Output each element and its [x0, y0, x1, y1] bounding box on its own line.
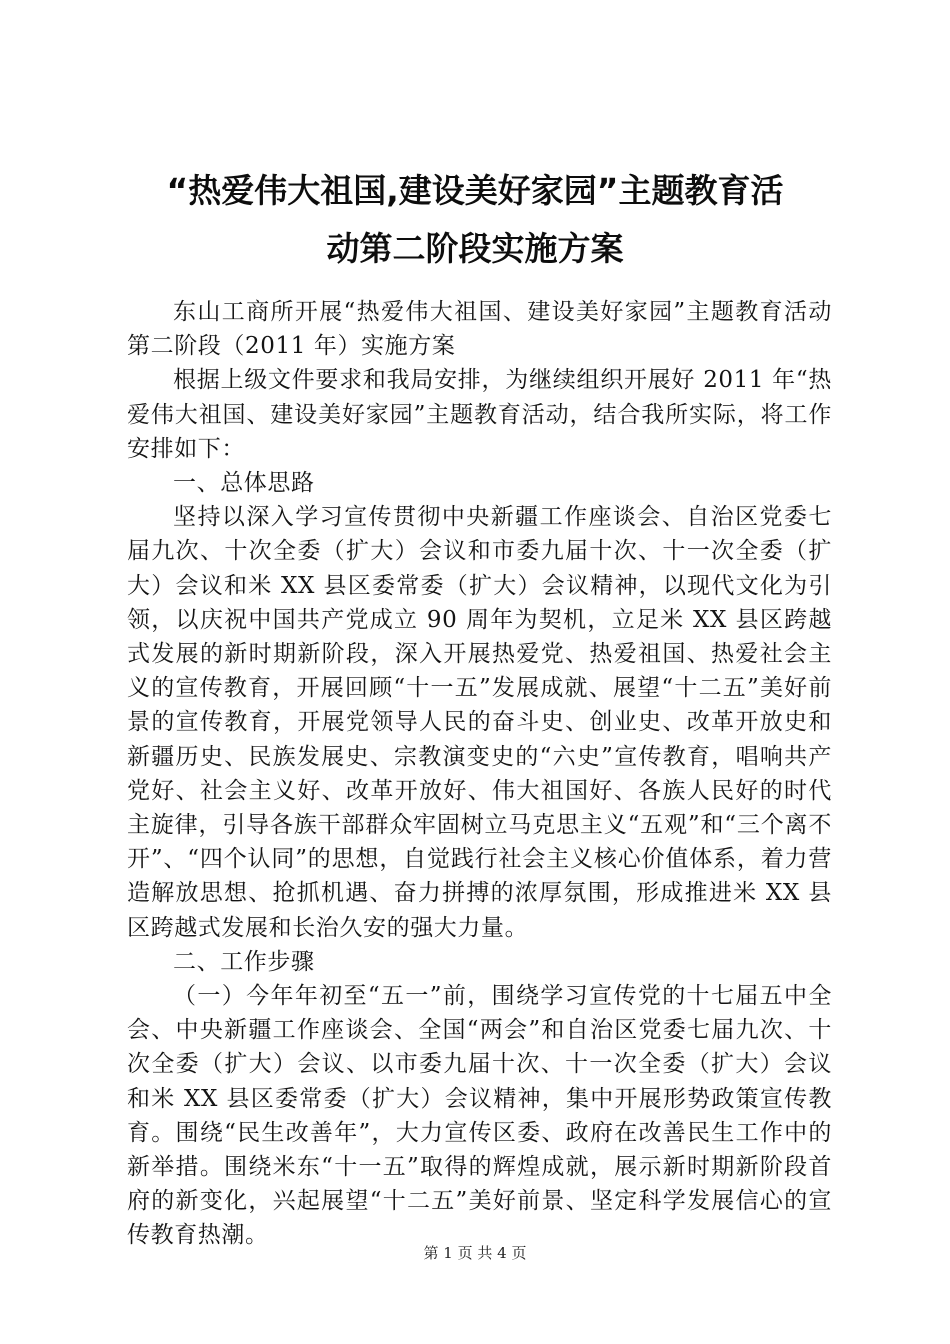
paragraph-step-one: （一）今年年初至“五一”前，围绕学习宣传党的十七届五中全会、中央新疆工作座谈会、全国“两会”和自治区党委七届九次、十次全委（扩大）会议、以市委九届十次、十一次全委（扩大）会议和米 XX 县区委常委（扩大）会议精神，集中开展形势政策宣传教育。围绕“民生改善年”，大力宣传区委、政府在改善民生工作中的新举措。围绕米东“十一五”取得的辉煌成就，展示新时期新阶段首府的新变化，兴起展望“十二五”美好前景、坚定科学发展信心的宣传教育热潮。 — [127, 983, 832, 1249]
section-heading-work-steps: 二、工作步骤 — [173, 948, 315, 975]
document-title — [100, 162, 850, 278]
document-body — [127, 295, 832, 1253]
page-indicator: 第 1 页 共 4 页 — [423, 1244, 527, 1262]
paragraph-intro: 东山工商所开展“热爱伟大祖国、建设美好家园”主题教育活动第二阶段（2011 年）实施方案 — [127, 299, 832, 360]
title-line-2: 动第二阶段实施方案 — [326, 229, 624, 268]
title-line-1: “热爱伟大祖国,建设美好家园”主题教育活 — [166, 171, 784, 210]
section-heading-overall-approach: 一、总体思路 — [173, 470, 315, 497]
paragraph-overall-approach: 坚持以深入学习宣传贯彻中央新疆工作座谈会、自治区党委七届九次、十次全委（扩大）会议和市委九届十次、十一次全委（扩大）会议和米 XX 县区委常委（扩大）会议精神，以现代文化为引领，以庆祝中国共产党成立 90 周年为契机，立足米 XX 县区跨越式发展的新时期新阶段，深入开展热爱党、热爱祖国、热爱社会主义的宣传教育，开展回顾“十一五”发展成就、展望“十二五”美好前景的宣传教育，开展党领导人民的奋斗史、创业史、改革开放史和新疆历史、民族发展史、宗教演变史的“六史”宣传教育，唱响共产党好、社会主义好、改革开放好、伟大祖国好、各族人民好的时代主旋律，引导各族干部群众牢固树立马克思主义“五观”和“三个离不开”、“四个认同”的思想，自觉践行社会主义核心价值体系，着力营造解放思想、抢抓机遇、奋力拼搏的浓厚氛围，形成推进米 XX 县区跨越式发展和长治久安的强大力量。 — [127, 504, 832, 941]
paragraph-arrangement: 根据上级文件要求和我局安排，为继续组织开展好 2011 年“热爱伟大祖国、建设美好家园”主题教育活动，结合我所实际，将工作安排如下： — [127, 367, 832, 462]
